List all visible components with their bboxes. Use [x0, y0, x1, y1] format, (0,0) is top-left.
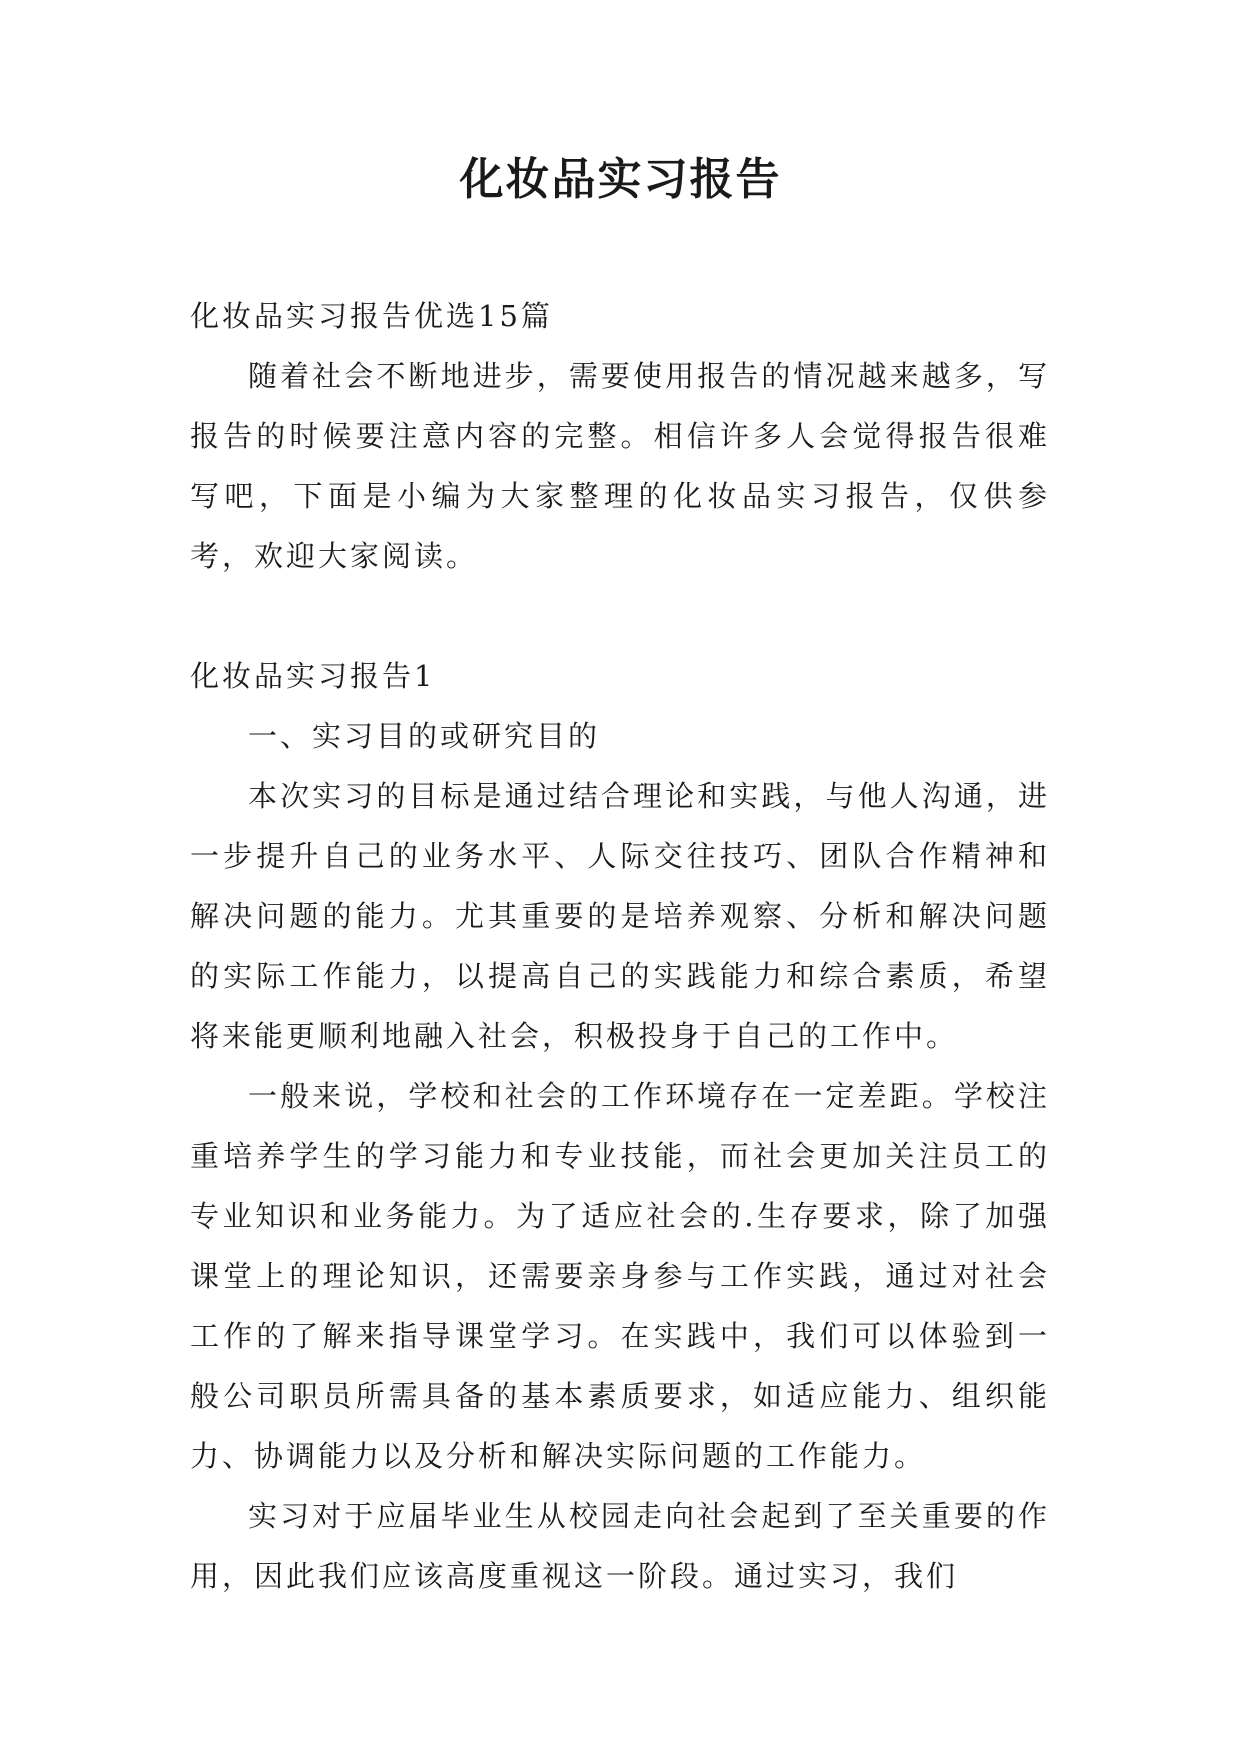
body-paragraph: 实习对于应届毕业生从校园走向社会起到了至关重要的作用，因此我们应该高度重视这一阶段。通过实习，我们 [190, 1499, 1050, 1593]
intro-paragraph: 随着社会不断地进步，需要使用报告的情况越来越多，写报告的时候要注意内容的完整。相信许多人会觉得报告很难写吧，下面是小编为大家整理的化妆品实习报告，仅供参考，欢迎大家阅读。 [190, 359, 1050, 573]
section-subheading: 一、实习目的或研究目的 [248, 719, 601, 753]
document-subtitle: 化妆品实习报告优选15篇 [190, 299, 553, 333]
section-heading: 化妆品实习报告1 [190, 659, 436, 693]
document-title: 化妆品实习报告 [459, 154, 782, 205]
body-paragraph: 本次实习的目标是通过结合理论和实践，与他人沟通，进一步提升自己的业务水平、人际交往技巧、团队合作精神和解决问题的能力。尤其重要的是培养观察、分析和解决问题的实际工作能力，以提高自己的实践能力和综合素质，希望将来能更顺利地融入社会，积极投身于自己的工作中。 [190, 779, 1050, 1053]
document-body [190, 286, 1050, 1606]
body-paragraph: 一般来说，学校和社会的工作环境存在一定差距。学校注重培养学生的学习能力和专业技能，而社会更加关注员工的专业知识和业务能力。为了适应社会的.生存要求，除了加强课堂上的理论知识，还需要亲身参与工作实践，通过对社会工作的了解来指导课堂学习。在实践中，我们可以体验到一般公司职员所需具备的基本素质要求，如适应能力、组织能力、协调能力以及分析和解决实际问题的工作能力。 [190, 1079, 1050, 1473]
